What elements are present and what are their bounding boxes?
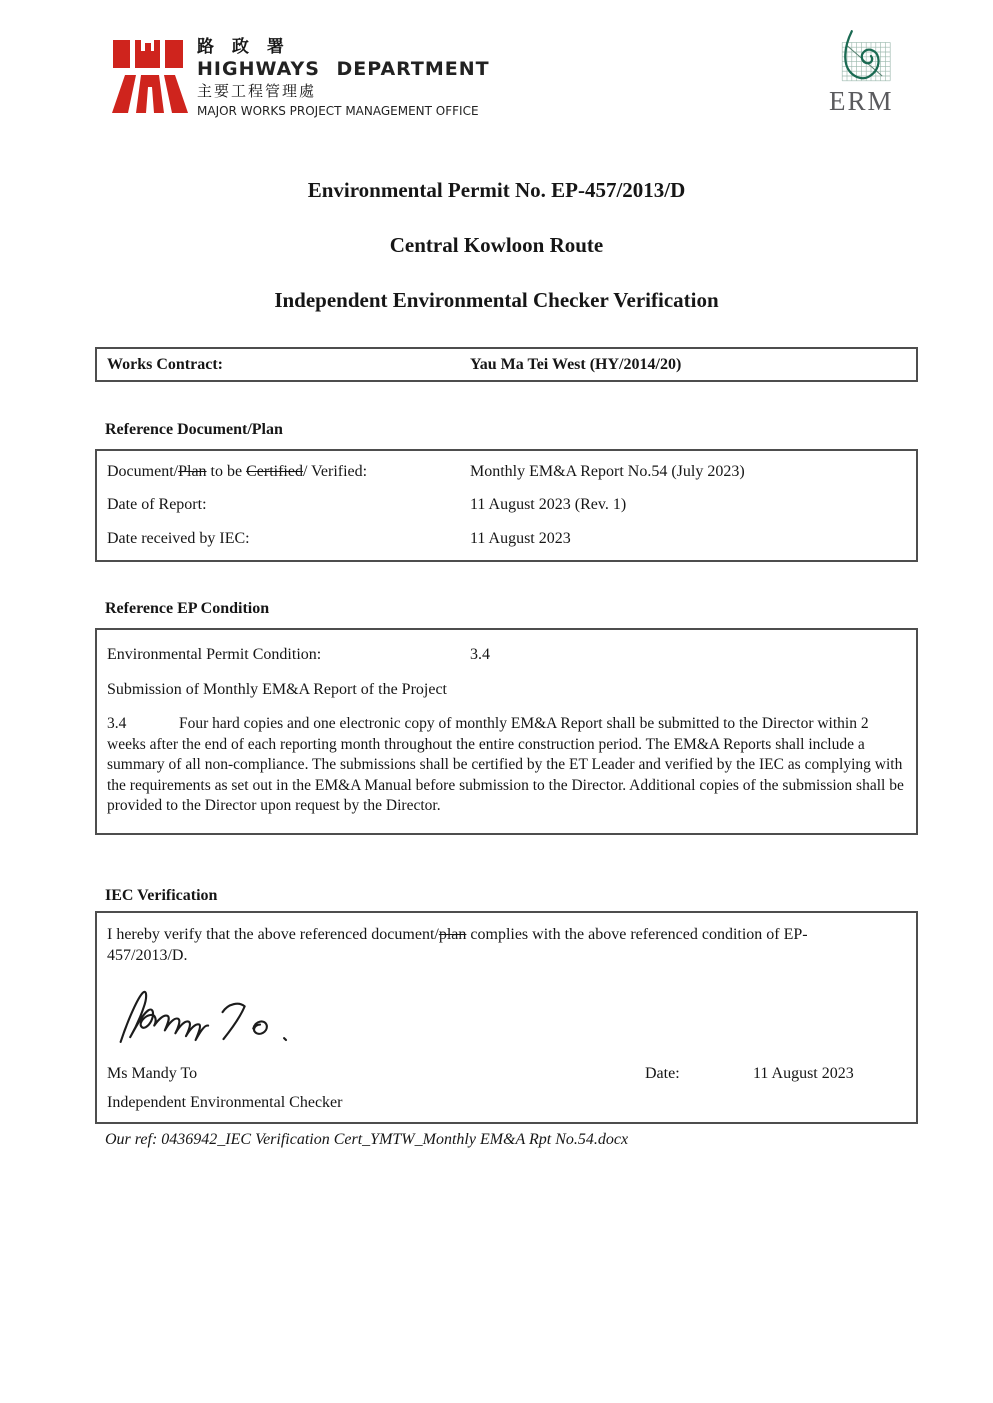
signature-image — [111, 979, 361, 1051]
ep-condition-label: Environmental Permit Condition: — [107, 646, 322, 663]
table-row — [107, 463, 908, 481]
ep-condition-box — [95, 628, 918, 835]
clause-number: 3.4 — [107, 715, 127, 732]
date-of-report-value: 11 August 2023 (Rev. 1) — [470, 496, 627, 514]
works-contract-box — [95, 347, 918, 382]
our-ref-line: Our ref: 0436942_IEC Verification Cert_YMTW_Monthly EM&A Rpt No.54.docx — [105, 1131, 629, 1148]
hyd-chinese-name: 路 政 署 — [197, 37, 290, 57]
reference-document-heading: Reference Document/Plan — [105, 421, 283, 438]
highways-department-logo-icon — [108, 35, 192, 119]
page-title-permit-no: Environmental Permit No. EP-457/2013/D — [307, 178, 686, 202]
table-row — [107, 530, 908, 548]
document-verified-label: Document/Plan to be Certified/ Verified: — [107, 462, 368, 480]
table-row — [107, 646, 904, 664]
date-value: 11 August 2023 — [753, 1065, 854, 1082]
hyd-english-name: HIGHWAYS DEPARTMENT — [197, 58, 490, 80]
signer-name: Ms Mandy To — [107, 1065, 198, 1082]
signer-title: Independent Environmental Checker — [107, 1094, 343, 1111]
reference-ep-condition-heading: Reference EP Condition — [105, 600, 270, 617]
erm-wordmark: ERM — [829, 86, 894, 116]
clause-text: Four hard copies and one electronic copy of monthly EM&A Report shall be submitted to the Director within 2 weeks after the end of each reporting month throughout the entire construction period. The EM&A Reports shall include a summary of all non-compliance. The submissions shall be certified by the ET Leader and verified by the IEC as complying with the requirements as set out in the EM&A Manual before submission to the Director. Additional copies of the submission shall be provided to the Director upon request by the Director. — [107, 715, 904, 814]
document-verified-value: Monthly EM&A Report No.54 (July 2023) — [470, 462, 745, 480]
struck-word-certified: Certified — [246, 462, 303, 480]
works-contract-label: Works Contract: — [107, 355, 223, 373]
works-contract-value: Yau Ma Tei West (HY/2014/20) — [470, 355, 682, 373]
date-label: Date: — [645, 1065, 680, 1082]
struck-word-plan: Plan — [178, 462, 207, 480]
verification-statement: I hereby verify that the above referenced document/plan complies with the above referenced condition of EP-457/2013/D. — [107, 926, 808, 964]
ep-condition-clause — [107, 714, 904, 817]
iec-verification-heading: IEC Verification — [105, 887, 218, 904]
hyd-header-text — [197, 37, 490, 119]
page-title-verification: Independent Environmental Checker Verification — [274, 288, 719, 312]
table-row — [107, 496, 908, 514]
ep-condition-title: Submission of Monthly EM&A Report of the Project — [107, 681, 447, 698]
hyd-english-office: MAJOR WORKS PROJECT MANAGEMENT OFFICE — [197, 103, 479, 118]
hyd-chinese-office: 主要工程管理處 — [197, 82, 317, 100]
page-title-project: Central Kowloon Route — [389, 233, 604, 257]
struck-word-plan: plan — [438, 926, 467, 943]
iec-verification-box — [95, 911, 918, 1124]
date-of-report-label: Date of Report: — [107, 496, 207, 514]
date-received-label: Date received by IEC: — [107, 530, 250, 548]
reference-document-table — [95, 449, 918, 562]
hyd-logo-shapes — [112, 40, 188, 113]
date-received-value: 11 August 2023 — [470, 530, 571, 548]
erm-logo-icon — [831, 24, 903, 88]
ep-condition-value: 3.4 — [470, 646, 490, 663]
